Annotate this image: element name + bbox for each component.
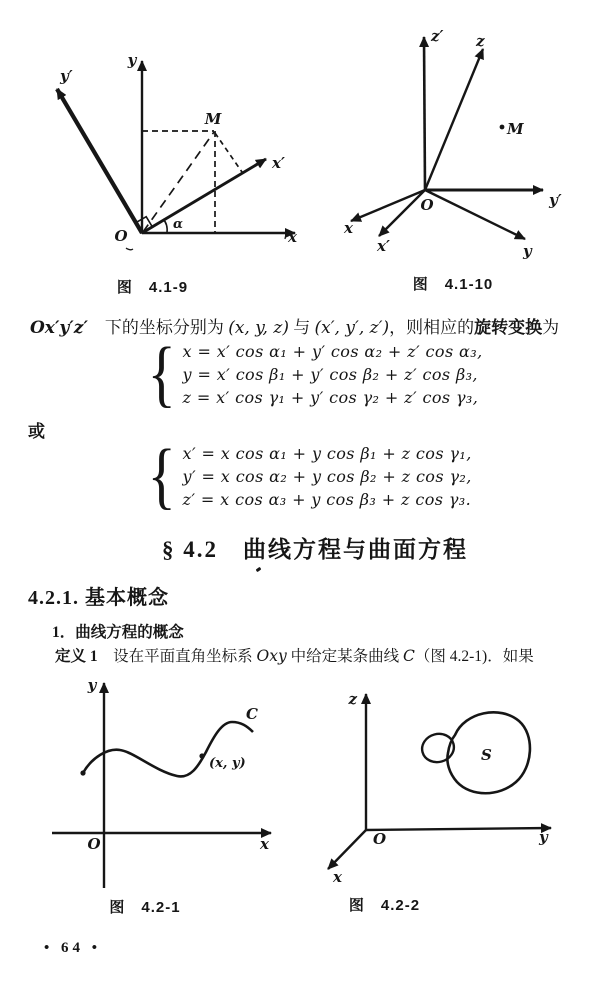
math-run: Oxy — [256, 647, 287, 665]
intro-paragraph — [30, 313, 559, 338]
section-heading: § 4.2 曲线方程与曲面方程 — [162, 537, 468, 562]
list-item-1: 1．曲线方程的概念 — [52, 624, 184, 641]
axis-label-y: y — [87, 676, 97, 694]
point-label-m: M — [204, 110, 222, 128]
axis-label-z: z — [348, 690, 357, 708]
figure-4-2-2 — [305, 672, 565, 890]
axis-label-x-prime: x′ — [272, 154, 285, 172]
definition-line — [55, 644, 534, 666]
math-run: (x, y, z) — [228, 318, 289, 338]
equation-line: z′ = x cos α₃ + y cos β₃ + z cos γ₃. — [182, 489, 472, 509]
origin-label: O — [114, 227, 128, 245]
text-run: 中给定某条曲线 — [286, 648, 404, 665]
scan-speck — [256, 567, 262, 572]
y-axis — [366, 828, 551, 830]
definition-label: 定义 1 — [55, 648, 98, 665]
text-run: ，则相应的 — [389, 318, 475, 337]
point-xy-dot — [199, 753, 204, 758]
angle-label-alpha: α — [173, 217, 184, 232]
figure-4-1-9 — [15, 25, 305, 260]
text-run: 为 — [542, 318, 560, 337]
axis-label-y-prime: y′ — [60, 67, 73, 85]
axis-label-z: z — [476, 32, 485, 50]
equation-lines — [183, 340, 483, 409]
page-number: • 64 • — [44, 940, 102, 956]
scan-speck — [126, 248, 133, 250]
point-m-dot — [500, 125, 505, 130]
emphasized-term: 旋转变换 — [474, 318, 543, 337]
axis-label-z-prime: z′ — [431, 27, 444, 45]
origin-label: O — [420, 196, 434, 214]
text-run: （图 4.2-1)．如果 — [414, 648, 534, 665]
surface-label-s: S — [481, 746, 492, 764]
equation-line: x = x′ cos α₁ + y′ cos α₂ + z′ cos α₃, — [182, 341, 483, 361]
curve-start-dot — [80, 770, 85, 775]
equation-system-1 — [144, 333, 483, 415]
y-axis — [425, 190, 525, 239]
x-axis — [328, 830, 366, 869]
figure-4-2-1 — [40, 672, 290, 894]
or-connector: 或 — [28, 422, 45, 441]
figure-caption-4-2-2: 图 4.2-2 — [348, 897, 421, 914]
math-run: Ox′y′z′ — [30, 318, 88, 338]
left-brace: { — [147, 435, 176, 517]
axis-label-x: x — [260, 835, 269, 853]
axis-label-x: x — [288, 228, 297, 246]
axis-label-y: y — [523, 242, 532, 260]
x-axis — [351, 190, 425, 221]
origin-label: O — [373, 830, 387, 848]
axis-label-x: x — [344, 219, 353, 237]
axis-label-y: y — [539, 828, 548, 846]
figure-4-1-10 — [305, 5, 595, 267]
axis-label-y-prime: y′ — [549, 191, 562, 209]
subsection-heading: 4.2.1. 基本概念 — [28, 587, 169, 609]
equation-line: z = x′ cos γ₁ + y′ cos γ₂ + z′ cos γ₃, — [182, 387, 479, 407]
equation-line: y′ = x cos α₂ + y cos β₂ + z cos γ₂, — [182, 466, 472, 486]
equation-line: x′ = x cos α₁ + y cos β₁ + z cos γ₁, — [182, 443, 472, 463]
y-prime-axis — [57, 89, 142, 233]
surface-s-loop — [419, 730, 457, 765]
z-axis — [425, 49, 483, 190]
z-prime-axis — [424, 37, 425, 190]
point-label-m: M — [507, 120, 524, 138]
text-run: 与 — [288, 318, 315, 337]
point-label-xy: (x, y) — [209, 756, 246, 771]
figure-caption-4-1-10: 图 4.1-10 — [412, 276, 494, 293]
axis-label-x-prime: x′ — [377, 237, 390, 255]
origin-label: O — [87, 835, 101, 853]
x-prime-axis — [379, 190, 425, 236]
equation-system-2 — [144, 435, 472, 517]
equation-lines — [183, 442, 472, 511]
axis-label-x: x — [333, 868, 342, 886]
axis-label-y: y — [127, 51, 137, 69]
left-brace: { — [147, 333, 176, 415]
text-run: 设在平面直角坐标系 — [97, 648, 257, 665]
dashed-perpendicular — [215, 133, 242, 172]
equation-line: y = x′ cos β₁ + y′ cos β₂ + z′ cos β₃, — [182, 364, 478, 384]
figure-caption-4-1-9: 图 4.1-9 — [116, 279, 189, 296]
text-run: 下的坐标分别为 — [87, 318, 229, 337]
scan-speck — [285, 234, 286, 239]
figure-caption-4-2-1: 图 4.2-1 — [109, 899, 181, 916]
math-run: (x′, y′, z′) — [314, 318, 390, 338]
x-prime-axis — [142, 159, 266, 233]
curve-label-c: C — [246, 705, 258, 723]
math-run: C — [403, 647, 415, 665]
